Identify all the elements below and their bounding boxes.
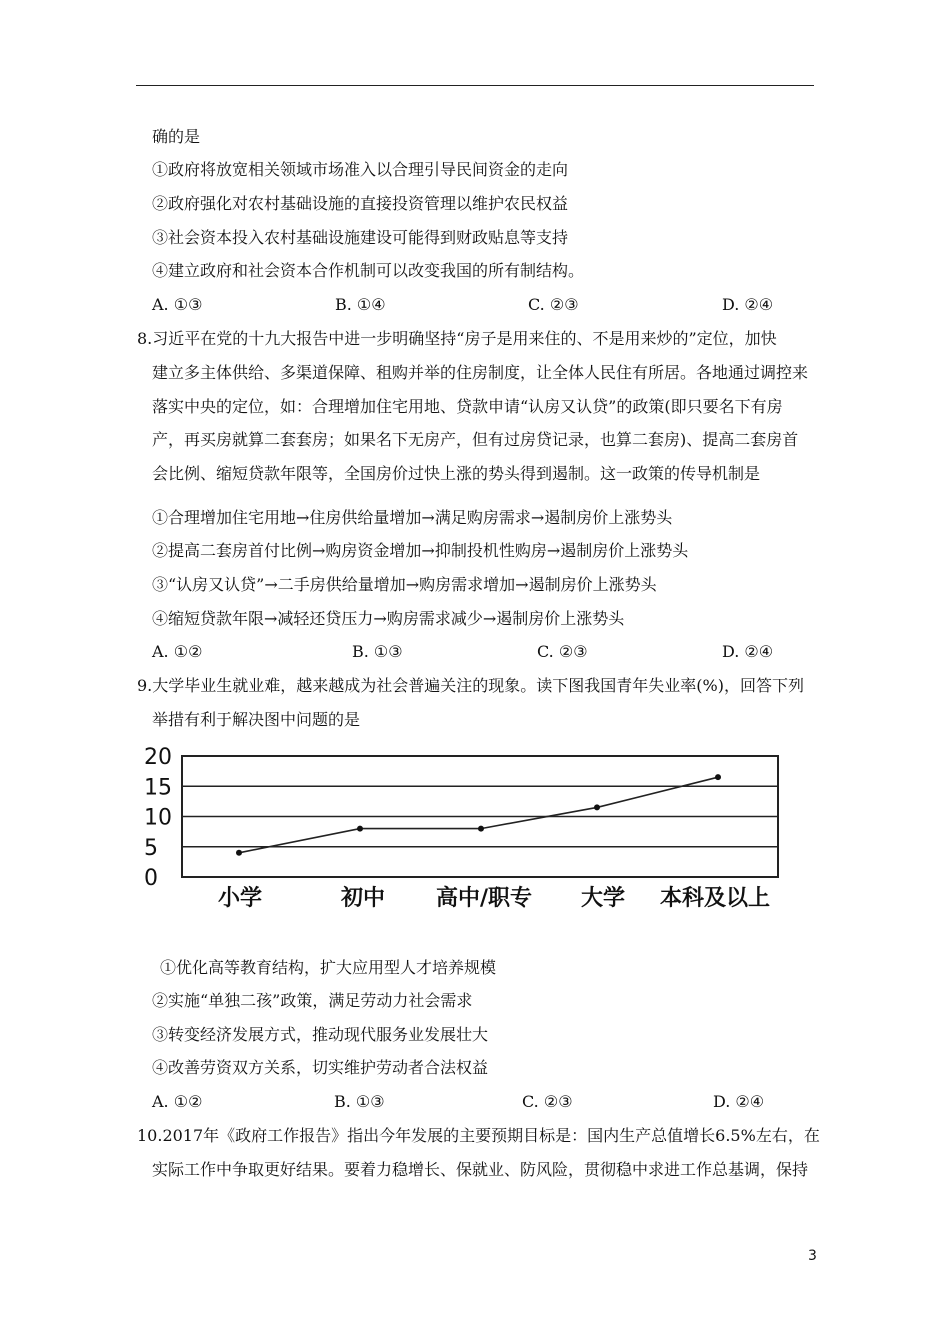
q9-stem-line-2: 举措有利于解决图中问题的是 xyxy=(152,710,361,729)
chart-y-tick-label: 10 xyxy=(144,805,172,831)
q7-item-4: ④建立政府和社会资本合作机制可以改变我国的所有制结构。 xyxy=(152,261,585,280)
chart-grid xyxy=(182,756,778,877)
q8-item-3: ③“认房又认贷”→二手房供给量增加→购房需求增加→遏制房价上涨势头 xyxy=(152,575,657,594)
q9-option-d: D. ②④ xyxy=(713,1092,765,1111)
q8-stem-line-2: 建立多主体供给、多渠道保障、租购并举的住房制度，让全体人民住有所居。各地通过调控来 xyxy=(152,363,809,382)
chart-y-ticks xyxy=(144,745,172,891)
chart-x-tick-label: 小学 xyxy=(217,886,263,911)
q7-item-1: ①政府将放宽相关领域市场准入以合理引导民间资金的走向 xyxy=(152,160,569,179)
q10-stem-line-2: 实际工作中争取更好结果。要着力稳增长、保就业、防风险，贯彻稳中求进工作总基调，保持 xyxy=(152,1160,809,1179)
chart-point xyxy=(236,850,242,856)
q7-item-3: ③社会资本投入农村基础设施建设可能得到财政贴息等支持 xyxy=(152,228,569,247)
q9-option-b: B. ①③ xyxy=(334,1092,385,1111)
chart-y-tick-label: 5 xyxy=(144,835,158,861)
chart-x-tick-label: 本科及以上 xyxy=(659,886,771,911)
q8-option-c: C. ②③ xyxy=(537,642,588,661)
q8-stem-line-4: 产，再买房就算二套套房；如果名下无房产，但有过房贷记录，也算二套房)、提高二套房首 xyxy=(152,430,799,449)
q10-stem-line-1: 10.2017年《政府工作报告》指出今年发展的主要预期目标是：国内生产总值增长6.5%左右，在 xyxy=(137,1126,820,1145)
q8-stem-line-1: 8.习近平在党的十九大报告中进一步明确坚持“房子是用来住的、不是用来炒的”定位，加快 xyxy=(137,329,777,348)
q8-item-4: ④缩短贷款年限→减轻还贷压力→购房需求减少→遏制房价上涨势头 xyxy=(152,609,625,628)
q9-option-c: C. ②③ xyxy=(522,1092,573,1111)
chart-x-tick-label: 初中 xyxy=(340,886,386,911)
unemployment-chart xyxy=(136,742,796,920)
chart-x-tick-label: 大学 xyxy=(580,886,626,911)
chart-y-tick-label: 15 xyxy=(144,775,172,801)
q8-stem-line-5: 会比例、缩短贷款年限等，全国房价过快上涨的势头得到遏制。这一政策的传导机制是 xyxy=(152,464,761,483)
page-number: 3 xyxy=(808,1248,817,1264)
q9-stem-line-1: 9.大学毕业生就业难，越来越成为社会普遍关注的现象。读下图我国青年失业率(%)，回答下列 xyxy=(137,676,804,695)
q8-option-a: A. ①② xyxy=(152,642,203,661)
q9-item-4: ④改善劳资双方关系，切实维护劳动者合法权益 xyxy=(152,1058,489,1077)
chart-point xyxy=(594,804,600,810)
chart-y-tick-label: 20 xyxy=(144,745,172,770)
q7-item-2: ②政府强化对农村基础设施的直接投资管理以维护农民权益 xyxy=(152,194,569,213)
header-rule xyxy=(136,85,814,86)
q7-tail: 确的是 xyxy=(152,127,201,146)
chart-x-tick-label: 高中/职专 xyxy=(435,886,533,911)
chart-x-labels xyxy=(218,885,770,911)
q7-option-d: D. ②④ xyxy=(722,295,774,314)
q8-option-d: D. ②④ xyxy=(722,642,774,661)
chart-series-line xyxy=(239,777,718,853)
chart-y-tick-label: 0 xyxy=(144,866,158,891)
q9-item-2: ②实施“单独二孩”政策，满足劳动力社会需求 xyxy=(152,991,473,1010)
chart-point xyxy=(357,826,363,832)
q8-item-2: ②提高二套房首付比例→购房资金增加→抑制投机性购房→遏制房价上涨势头 xyxy=(152,541,689,560)
q9-option-a: A. ①② xyxy=(152,1092,203,1111)
q9-item-1: ①优化高等教育结构，扩大应用型人才培养规模 xyxy=(160,958,497,977)
q8-item-1: ①合理增加住宅用地→住房供给量增加→满足购房需求→遏制房价上涨势头 xyxy=(152,508,673,527)
chart-point xyxy=(715,774,721,780)
q7-option-c: C. ②③ xyxy=(528,295,579,314)
q8-stem-line-3: 落实中央的定位，如：合理增加住宅用地、贷款申请“认房又认贷”的政策(即只要名下有房 xyxy=(152,397,783,416)
chart-point xyxy=(478,826,484,832)
q7-option-b: B. ①④ xyxy=(335,295,386,314)
q9-item-3: ③转变经济发展方式，推动现代服务业发展壮大 xyxy=(152,1025,489,1044)
q8-option-b: B. ①③ xyxy=(352,642,403,661)
q7-option-a: A. ①③ xyxy=(152,295,203,314)
